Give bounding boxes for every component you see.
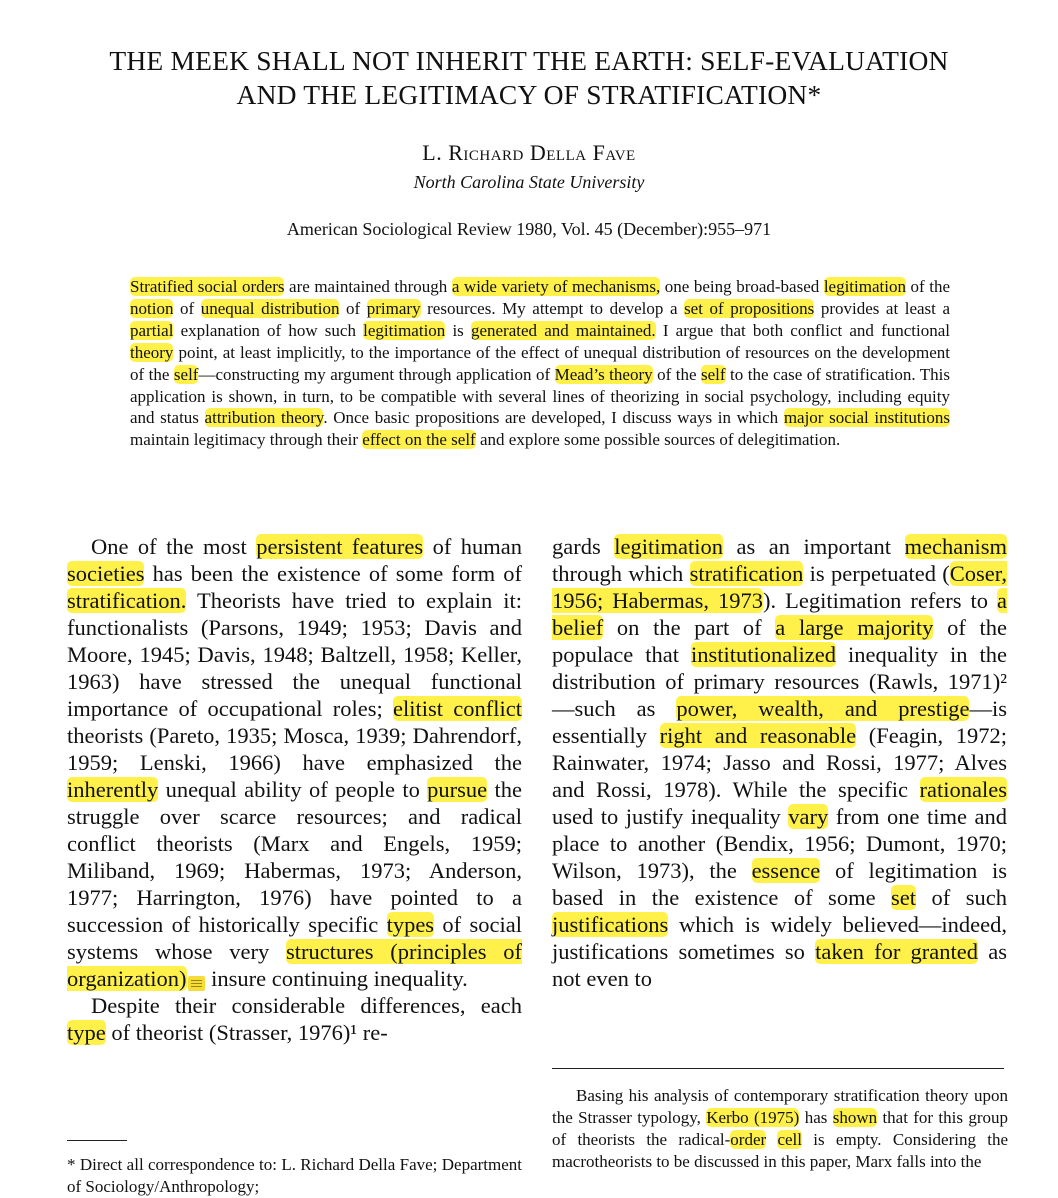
highlighted-text[interactable]: types	[386, 912, 435, 937]
highlighted-text[interactable]: effect on the self	[362, 430, 476, 450]
abstract	[130, 276, 950, 451]
body-text: from one time and place to another (Bendix, 1956; Dumont, 1970; Wilson, 1973), the	[552, 804, 1007, 883]
footnote-divider-right	[552, 1068, 1004, 1069]
highlighted-text[interactable]: structures (principles of organization)	[67, 939, 522, 991]
highlighted-text[interactable]: set	[891, 885, 917, 910]
highlighted-text[interactable]: self	[701, 364, 726, 384]
intro-paragraph-1	[67, 533, 522, 992]
author-name: L. Richard Della Fave	[422, 140, 636, 165]
body-text: gards	[552, 534, 615, 559]
author-affiliation: North Carolina State University	[413, 172, 645, 192]
body-text: of	[173, 298, 201, 318]
body-text: to the case of stratification. This application is shown, in turn, to be compatible with several lines of theorizing in social psychology, including equity and status	[130, 364, 950, 428]
highlighted-text[interactable]: order	[730, 1130, 767, 1149]
highlighted-text[interactable]: rationales	[919, 777, 1007, 802]
body-text: of human	[423, 534, 523, 559]
body-text: provides at least a	[814, 298, 950, 318]
highlighted-text[interactable]: type	[67, 1020, 106, 1045]
highlighted-text[interactable]: primary	[366, 298, 421, 318]
body-text: is	[445, 320, 471, 340]
highlighted-text[interactable]: unequal distribution	[200, 298, 340, 318]
right-column-paragraph	[552, 533, 1007, 992]
title-line-1: THE MEEK SHALL NOT INHERIT THE EARTH: SELF-EVALUATION	[109, 45, 949, 76]
body-text: the struggle over scarce resources; and radical conflict theorists (Marx and Engels, 1959; Miliband, 1969; Habermas, 1973; Anderson, 1977; Harrington, 1976) have pointed to a succession of historically specific	[67, 777, 522, 937]
intro-paragraph-2	[67, 992, 522, 1046]
highlighted-text[interactable]: a wide variety of mechanisms,	[451, 277, 661, 296]
highlighted-text[interactable]: inherently	[67, 777, 159, 802]
highlighted-text[interactable]: mechanism	[904, 534, 1007, 559]
body-text: through which	[552, 561, 690, 586]
body-text: of social systems whose very	[67, 912, 522, 964]
body-text: is empty. Considering the macrotheorists to be discussed in this paper, Marx falls into the	[552, 1130, 1009, 1171]
body-text: of legitimation is based in the existence of some	[552, 858, 1007, 910]
highlighted-text[interactable]: institutionalized	[691, 642, 836, 667]
body-text: are maintained through	[284, 277, 452, 296]
body-text	[766, 1130, 777, 1149]
correspondence-footnote: * Direct all correspondence to: L. Richard Della Fave; Department of Sociology/Anthropology;	[67, 1155, 522, 1196]
highlighted-text[interactable]: essence	[751, 858, 821, 883]
highlighted-text[interactable]: taken for granted	[815, 939, 979, 964]
footnote-divider-left	[67, 1140, 127, 1141]
highlighted-text[interactable]: right and reasonable	[659, 723, 857, 748]
highlighted-text[interactable]: major social institutions	[783, 408, 950, 428]
body-text: —is essentially	[552, 696, 1007, 748]
highlighted-text[interactable]: self	[173, 364, 199, 384]
body-text: on the part of	[603, 615, 776, 640]
highlighted-text[interactable]: a belief	[552, 588, 1007, 640]
highlighted-text[interactable]: Coser, 1956; Habermas, 1973	[552, 561, 1007, 613]
body-text: of such	[916, 885, 1007, 910]
body-text: of the	[652, 364, 702, 384]
body-text: of theorist (Strasser, 1976)¹ re-	[105, 1020, 388, 1045]
body-text: of	[339, 298, 367, 318]
body-text: of the	[905, 277, 950, 296]
highlighted-text[interactable]: Mead’s theory	[554, 364, 653, 384]
highlighted-text[interactable]: Kerbo (1975)	[706, 1108, 800, 1127]
body-text: . Once basic propositions are developed, I discuss ways in which	[323, 408, 784, 428]
highlighted-text[interactable]: persistent features	[256, 534, 424, 559]
title-line-2: AND THE LEGITIMACY OF STRATIFICATION*	[236, 79, 822, 110]
body-text: —constructing my argument through application of	[198, 364, 555, 384]
journal-citation: American Sociological Review 1980, Vol. 45 (December):955–971	[286, 219, 772, 239]
body-text: as not even to	[552, 939, 1007, 991]
body-text: that for this group of theorists the radical-	[552, 1108, 1008, 1149]
body-text: (Feagin, 1972; Rainwater, 1974; Jasso and Rossi, 1977; Alves and Rossi, 1978). While the specific	[552, 723, 1007, 802]
body-text: Despite their considerable differences, each	[91, 993, 522, 1018]
highlighted-text[interactable]: legitimation	[614, 534, 723, 559]
body-text: I argue that both conflict and functional	[655, 320, 951, 340]
highlighted-text[interactable]: justifications	[552, 912, 669, 937]
body-text: resources. My attempt to develop a	[420, 298, 685, 318]
body-text: which is widely believed—indeed, justifications sometimes so	[552, 912, 1007, 964]
highlighted-text[interactable]: partial	[130, 320, 174, 340]
body-text: point, at least implicitly, to the importance of the effect of unequal distribution of resources on the development of the	[130, 342, 950, 384]
highlighted-text[interactable]: power, wealth, and prestige	[676, 696, 970, 721]
body-text: has been the existence of some form of	[144, 561, 522, 586]
body-text: Theorists have tried to explain it: functionalists (Parsons, 1949; 1953; Davis and Moore, 1945; Davis, 1948; Baltzell, 1958; Keller, 1963) have stressed the unequal functional importance of occupational roles;	[67, 588, 522, 721]
body-text: one being broad-based	[660, 277, 824, 296]
body-text: of the populace that	[552, 615, 1007, 667]
highlighted-text[interactable]: set of propositions	[684, 298, 815, 318]
body-text: used to justify inequality	[552, 804, 789, 829]
highlighted-text[interactable]: legitimation	[363, 320, 446, 340]
body-text: unequal ability of people to	[158, 777, 428, 802]
highlighted-text[interactable]: pursue	[427, 777, 488, 802]
highlighted-text[interactable]: stratification	[689, 561, 804, 586]
body-text: has	[799, 1108, 833, 1127]
highlighted-text[interactable]: elitist conflict	[393, 696, 522, 721]
highlighted-text[interactable]: legitimation	[823, 277, 906, 296]
sticky-note-icon[interactable]	[188, 976, 205, 991]
highlighted-text[interactable]: societies	[67, 561, 145, 586]
highlighted-text[interactable]: generated and maintained.	[470, 320, 656, 340]
highlighted-text[interactable]: Stratified social orders	[130, 277, 285, 296]
highlighted-text[interactable]: vary	[788, 804, 829, 829]
body-text: insure continuing inequality.	[205, 966, 468, 991]
highlighted-text[interactable]: stratification.	[67, 588, 187, 613]
body-text: ). Legitimation refers to	[763, 588, 997, 613]
body-text: explanation of how such	[173, 320, 364, 340]
body-text: and explore some possible sources of delegitimation.	[475, 430, 841, 450]
body-text: is perpetuated (	[803, 561, 950, 586]
body-text: as an important	[722, 534, 905, 559]
footnote-1	[552, 1085, 1008, 1173]
body-text: One of the most	[91, 534, 257, 559]
body-text: Basing his analysis of contemporary stratification theory upon the Strasser typology,	[552, 1086, 1008, 1127]
highlighted-text[interactable]: shown	[832, 1108, 878, 1127]
body-text: theorists (Pareto, 1935; Mosca, 1939; Dahrendorf, 1959; Lenski, 1966) have emphasized the	[67, 723, 522, 775]
body-text: maintain legitimacy through their	[130, 430, 363, 450]
highlighted-text[interactable]: notion	[130, 298, 174, 318]
right-column	[552, 533, 1007, 992]
highlighted-text[interactable]: attribution theory	[204, 408, 324, 428]
paper-title	[0, 44, 1058, 112]
highlighted-text[interactable]: theory	[130, 342, 174, 362]
left-column	[67, 533, 522, 1046]
body-text: inequality in the distribution of primary resources (Rawls, 1971)²—such as	[552, 642, 1008, 721]
highlighted-text[interactable]: cell	[777, 1130, 803, 1149]
highlighted-text[interactable]: a large majority	[775, 615, 934, 640]
